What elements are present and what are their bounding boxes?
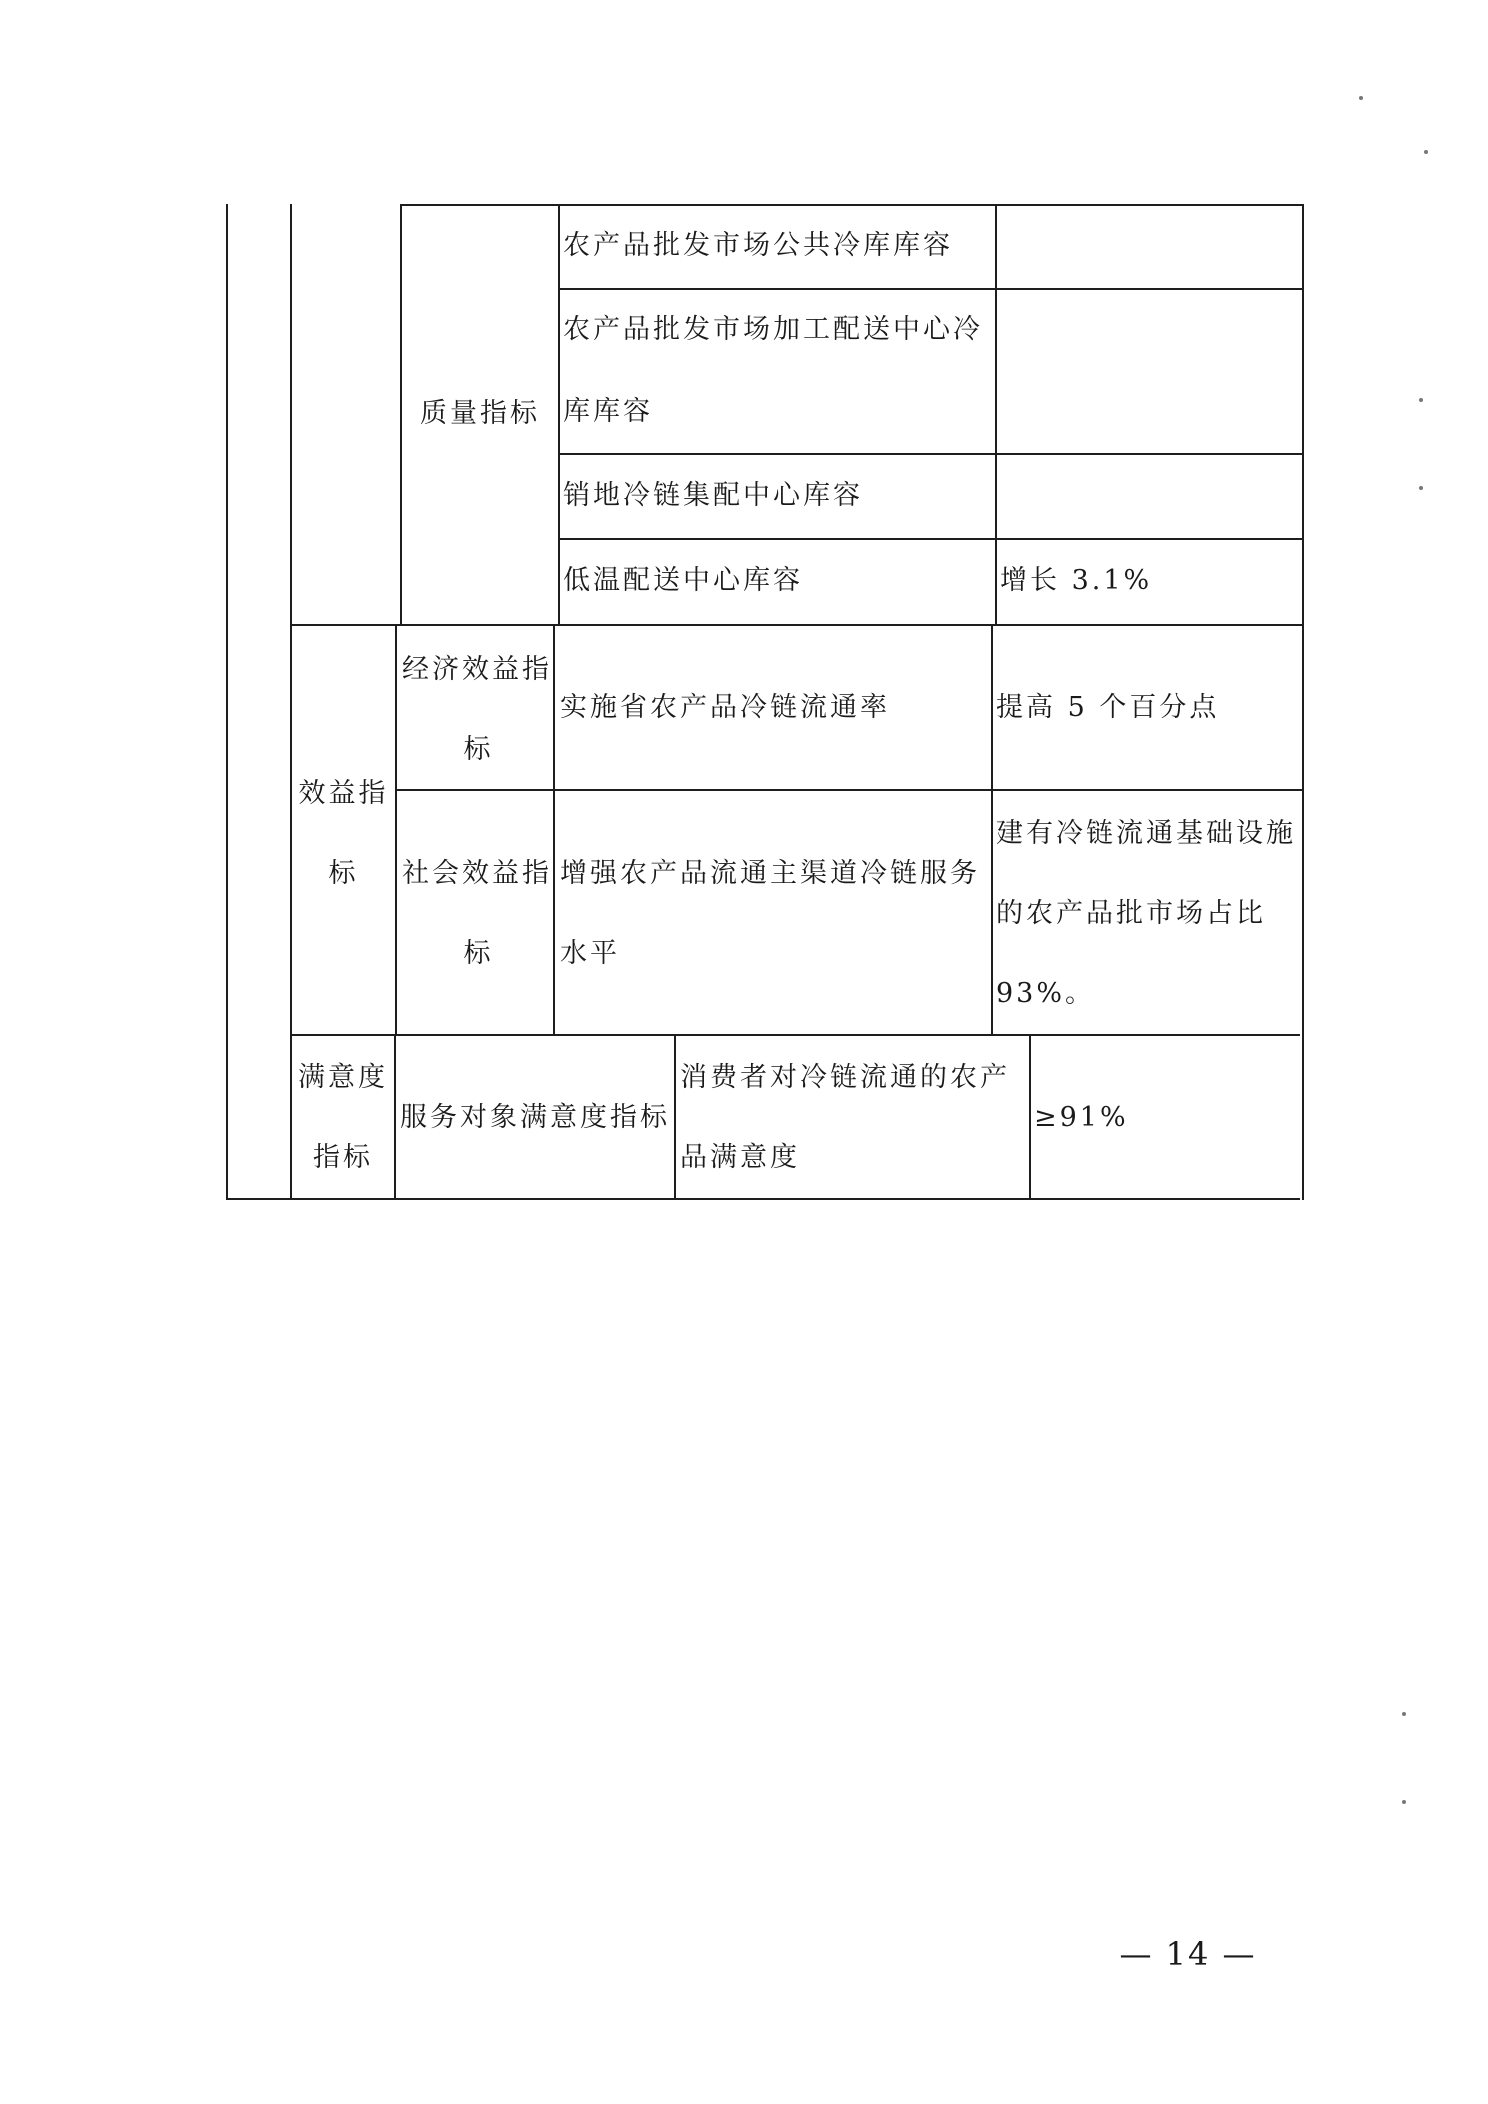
target-market-share-line1: 建有冷链流通基础设施 bbox=[996, 818, 1296, 849]
indicator-cold-chain-rate: 实施省农产品冷链流通率 bbox=[560, 692, 890, 723]
target-consumer-satisfaction: ≥91% bbox=[1034, 1102, 1129, 1133]
social-benefit-label-line2: 标 bbox=[463, 938, 494, 969]
indicator-service-level-line1: 增强农产品流通主渠道冷链服务 bbox=[560, 858, 980, 889]
table-rule bbox=[394, 1034, 396, 1200]
indicator-consumer-satisfaction-line1: 消费者对冷链流通的农产 bbox=[680, 1062, 1010, 1093]
social-benefit-label-line1: 社会效益指 bbox=[402, 858, 552, 889]
page-number: — 14 — bbox=[1119, 1935, 1257, 1973]
satisfaction-indicator-label-line2: 指标 bbox=[313, 1142, 373, 1173]
target-low-temp-center: 增长 3.1% bbox=[1000, 565, 1153, 596]
table-rule bbox=[995, 204, 997, 626]
scan-speck bbox=[1402, 1800, 1406, 1804]
service-satisfaction-label: 服务对象满意度指标 bbox=[400, 1102, 670, 1133]
indicator-service-level-line2: 水平 bbox=[560, 938, 620, 969]
indicator-processing-center-line1: 农产品批发市场加工配送中心冷 bbox=[563, 314, 983, 345]
scan-speck bbox=[1419, 398, 1423, 402]
table-rule bbox=[290, 1034, 1300, 1036]
table-rule bbox=[226, 1198, 1300, 1200]
table-rule bbox=[290, 624, 1304, 626]
indicator-processing-center-line2: 库库容 bbox=[563, 396, 653, 427]
target-market-share-line2: 的农产品批市场占比 bbox=[996, 898, 1266, 929]
economic-benefit-label-line2: 标 bbox=[463, 734, 494, 765]
table-rule bbox=[395, 624, 397, 1036]
indicator-consumer-satisfaction-line2: 品满意度 bbox=[680, 1142, 800, 1173]
satisfaction-indicator-label-line1: 满意度 bbox=[298, 1062, 388, 1093]
indicator-public-cold-storage: 农产品批发市场公共冷库库容 bbox=[563, 230, 953, 261]
scan-speck bbox=[1402, 1712, 1406, 1716]
scan-speck bbox=[1419, 486, 1423, 490]
table-rule bbox=[674, 1034, 676, 1200]
quality-indicator-label: 质量指标 bbox=[420, 398, 540, 429]
benefit-indicator-label-line1: 效益指 bbox=[298, 778, 389, 809]
table-rule bbox=[1302, 204, 1304, 1200]
scan-speck bbox=[1359, 96, 1363, 100]
indicator-low-temp-center: 低温配送中心库容 bbox=[563, 565, 803, 596]
table-rule bbox=[558, 538, 1304, 540]
table-rule bbox=[558, 204, 560, 626]
economic-benefit-label-line1: 经济效益指 bbox=[402, 654, 552, 685]
table-rule bbox=[558, 453, 1304, 455]
target-cold-chain-rate: 提高 5 个百分点 bbox=[996, 692, 1220, 723]
target-market-share-line3: 93%。 bbox=[996, 978, 1096, 1009]
table-rule bbox=[991, 624, 993, 1036]
scan-speck bbox=[1424, 150, 1428, 154]
benefit-indicator-label-line2: 标 bbox=[328, 858, 359, 889]
indicator-consolidation-center: 销地冷链集配中心库容 bbox=[563, 480, 863, 511]
table-rule bbox=[226, 204, 228, 1200]
table-rule bbox=[1029, 1034, 1031, 1200]
